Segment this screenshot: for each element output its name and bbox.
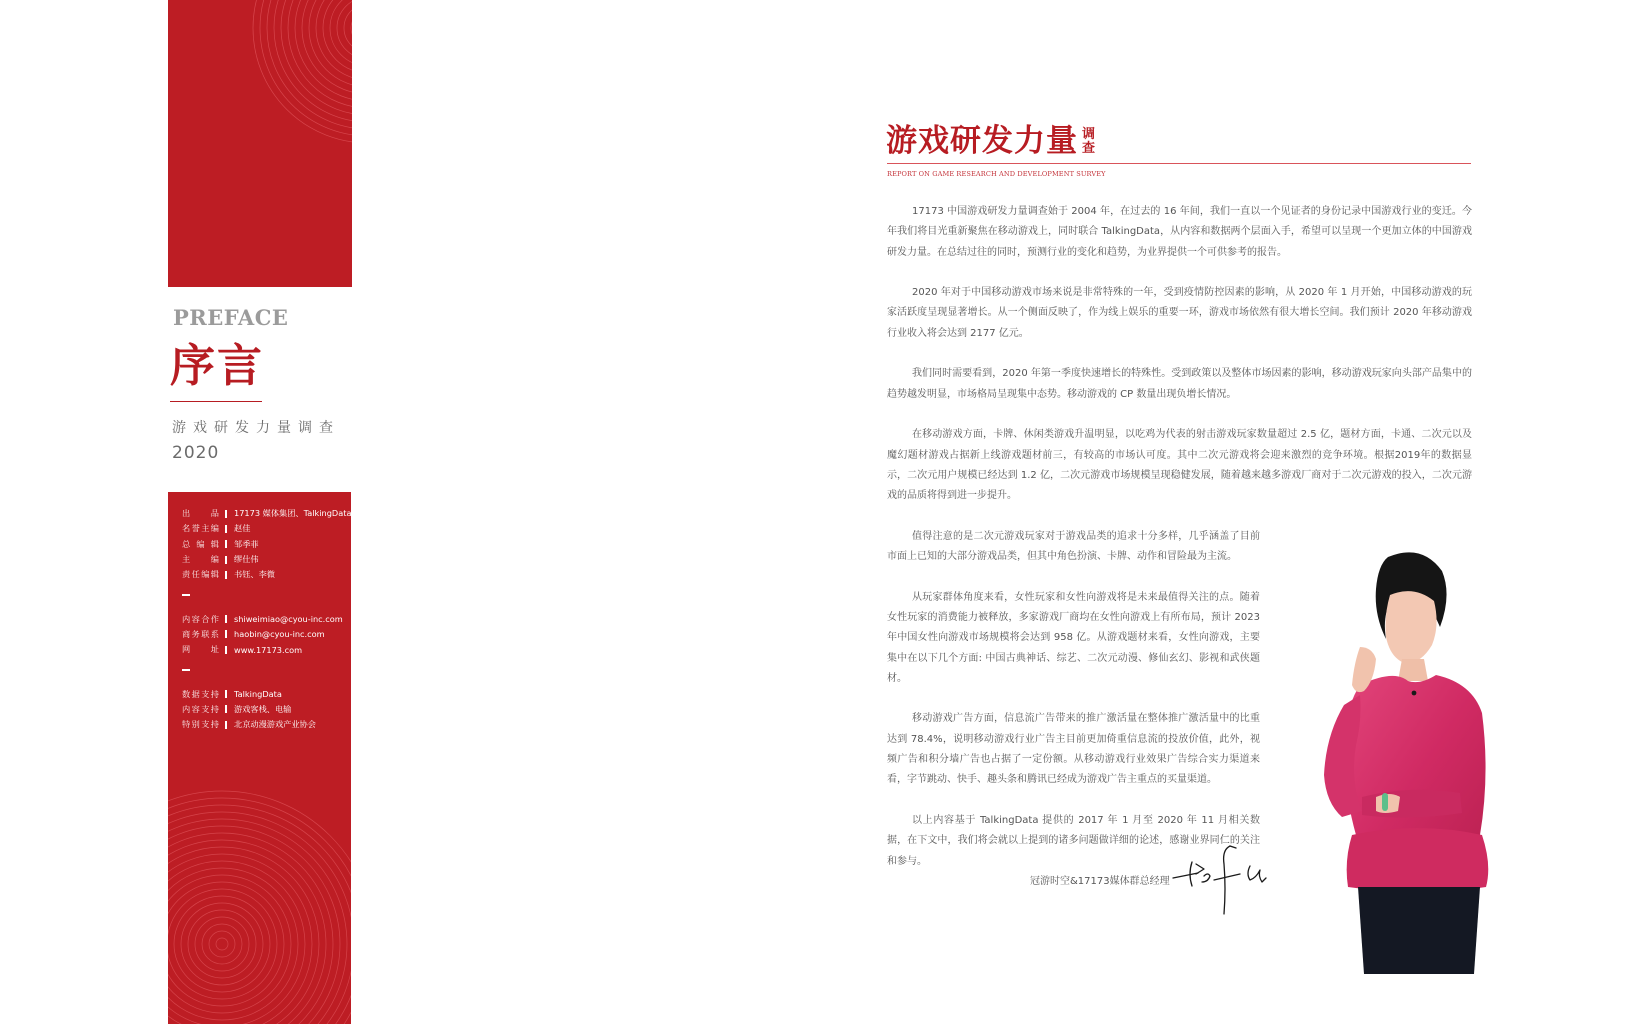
signature-title: 冠游时空&17173媒体群总经理: [1030, 876, 1170, 887]
credit-row: [182, 627, 352, 642]
credit-label: 主编: [182, 554, 220, 565]
preface-divider: [170, 401, 262, 402]
credit-label: 责任编辑: [182, 569, 220, 580]
credit-row: [182, 521, 352, 536]
paragraph: 从玩家群体角度来看，女性玩家和女性向游戏将是未来最值得关注的点。随着女性玩家的消费能力被释放，多家游戏厂商均在女性向游戏上有所布局，预计 2023 年中国女性向游戏市场规模将会达到 958 亿。从游戏题材来看，女性向游戏，主要集中在以下几个方面: 中国古典神话、综艺、二次元动漫、修仙玄幻、影视和武侠题材。: [887, 591, 1260, 684]
credit-value: 邹季菲: [234, 538, 259, 549]
paragraph: 我们同时需要看到，2020 年第一季度快速增长的特殊性。受到政策以及整体市场因素的影响，移动游戏玩家向头部产品集中的趋势越发明显，市场格局呈现集中态势。移动游戏的 CP 数量出现负增长情况。: [887, 368, 1472, 400]
paragraph: 17173 中国游戏研发力量调查始于 2004 年，在过去的 16 年间，我们一直以一个见证者的身份记录中国游戏行业的变迁。今年我们将目光重新聚焦在移动游戏上，同时联合 TalkingData，从内容和数据两个层面入手，希望可以呈现一个更加立体的中国游戏研发力量。在总结过往的同时，预测行业的变化和趋势，为业界提供一个可供参考的报告。: [887, 206, 1472, 258]
report-title-suffix: [1082, 128, 1096, 156]
survey-name: 游戏研发力量调查: [172, 420, 340, 436]
credit-separator-bar: [225, 690, 227, 698]
credit-label: 总编辑: [182, 538, 220, 549]
credit-separator-bar: [225, 540, 227, 548]
credit-value: 游戏客栈、电输: [234, 703, 292, 714]
credit-label: 内容支持: [182, 703, 220, 714]
credit-value: TalkingData: [234, 689, 282, 700]
paragraph: 2020 年对于中国移动游戏市场来说是非常特殊的一年，受到疫情防控因素的影响，从 2020 年 1 月开始，中国移动游戏的玩家活跃度呈现显著增长。从一个侧面反映了，作为线上娱乐的重要一环，游戏市场依然有很大增长空间。我们预计 2020 年移动游戏行业收入将会达到 2177 亿元。: [887, 287, 1472, 339]
credit-separator-bar: [225, 510, 227, 518]
credit-group-support: [182, 686, 352, 732]
group-divider: [182, 594, 190, 596]
report-title-main: 游戏研发力量: [886, 123, 1078, 159]
credit-label: 商务联系: [182, 628, 220, 639]
decorative-red-panel-top: [168, 0, 352, 287]
credit-value: 书钰、李微: [234, 569, 275, 580]
credit-separator-bar: [225, 571, 227, 579]
executive-portrait: [1290, 535, 1490, 974]
credit-separator-bar: [225, 646, 227, 654]
credit-label: 名誉主编: [182, 523, 220, 534]
credit-group-publishing: [182, 506, 352, 582]
credit-row: [182, 567, 352, 582]
credit-separator-bar: [225, 630, 227, 638]
credit-row: [182, 702, 352, 717]
preface-heading-en: PREFACE: [173, 305, 289, 330]
credit-value: 赵佳: [234, 523, 251, 534]
paragraph: 移动游戏广告方面，信息流广告带来的推广激活量在整体推广激活量中的比重达到 78.4%，说明移动游戏行业广告主目前更加倚重信息流的投放价值，此外，视频广告和积分墙广告也占据了一定份额。从移动游戏行业效果广告综合实力渠道来看，字节跳动、快手、趣头条和腾讯已经成为游戏广告主重点的买量渠道。: [887, 713, 1260, 786]
concentric-rings-icon: [168, 0, 352, 287]
credit-separator-bar: [225, 525, 227, 533]
title-divider: [887, 163, 1471, 164]
paragraph: 值得注意的是二次元游戏玩家对于游戏品类的追求十分多样，几乎涵盖了目前市面上已知的大部分游戏品类，但其中角色扮演、卡牌、动作和冒险最为主流。: [887, 530, 1260, 563]
credits-list: [182, 506, 352, 732]
report-title: [886, 120, 1096, 162]
group-divider: [182, 669, 190, 671]
credit-row: [182, 552, 352, 567]
credit-separator-bar: [225, 615, 227, 623]
website-link[interactable]: www.17173.com: [234, 644, 303, 655]
credit-separator-bar: [225, 721, 227, 729]
content-email-link[interactable]: shiweimiao@cyou-inc.com: [234, 614, 343, 625]
credit-label: 网址: [182, 644, 220, 655]
report-subtitle-en: REPORT ON GAME RESEARCH AND DEVELOPMENT SURVEY: [887, 170, 1106, 178]
credit-separator-bar: [225, 705, 227, 713]
credit-label: 出品: [182, 508, 220, 519]
credit-label: 特别支持: [182, 719, 220, 730]
preface-heading-cn: 序言: [170, 339, 265, 392]
credit-row: [182, 537, 352, 552]
credit-separator-bar: [225, 556, 227, 564]
credit-group-contact: [182, 611, 352, 657]
credit-row: [182, 611, 352, 626]
credit-row: [182, 717, 352, 732]
survey-year: 2020: [172, 443, 220, 463]
credit-label: 数据支持: [182, 688, 220, 699]
report-title-suffix-1: 调: [1082, 127, 1097, 142]
credit-row: [182, 686, 352, 701]
credit-value: 17173 媒体集团、TalkingData: [234, 508, 352, 519]
paragraph: 以上内容基于 TalkingData 提供的 2017 年 1 月至 2020 年 11 月相关数据，在下文中，我们将会就以上提到的诸多问题做详细的论述，感谢业界同仁的关注和参与。: [887, 814, 1260, 867]
credit-value: 北京动漫游戏产业协会: [234, 719, 316, 730]
business-email-link[interactable]: haobin@cyou-inc.com: [234, 629, 325, 640]
credit-label: 内容合作: [182, 613, 220, 624]
handwritten-signature-icon: [1170, 840, 1275, 920]
report-title-suffix-2: 查: [1082, 141, 1097, 156]
credit-value: 缪仕伟: [234, 554, 259, 565]
paragraph: 在移动游戏方面，卡牌、休闲类游戏升温明显，以吃鸡为代表的射击游戏玩家数量超过 2.5 亿，题材方面，卡通、二次元以及魔幻题材游戏占据新上线游戏题材前三，有较高的市场认可度。其中二次元游戏将会迎来激烈的竞争环境。根据2019年的数据显示，二次元用户规模已经达到 1.2 亿，二次元游戏市场规模呈现稳健发展，随着越来越多游戏厂商对于二次元游戏的投入，二次元游戏的品质将得到进一步提升。: [887, 429, 1472, 502]
credit-row: [182, 642, 352, 657]
credit-row: [182, 506, 352, 521]
